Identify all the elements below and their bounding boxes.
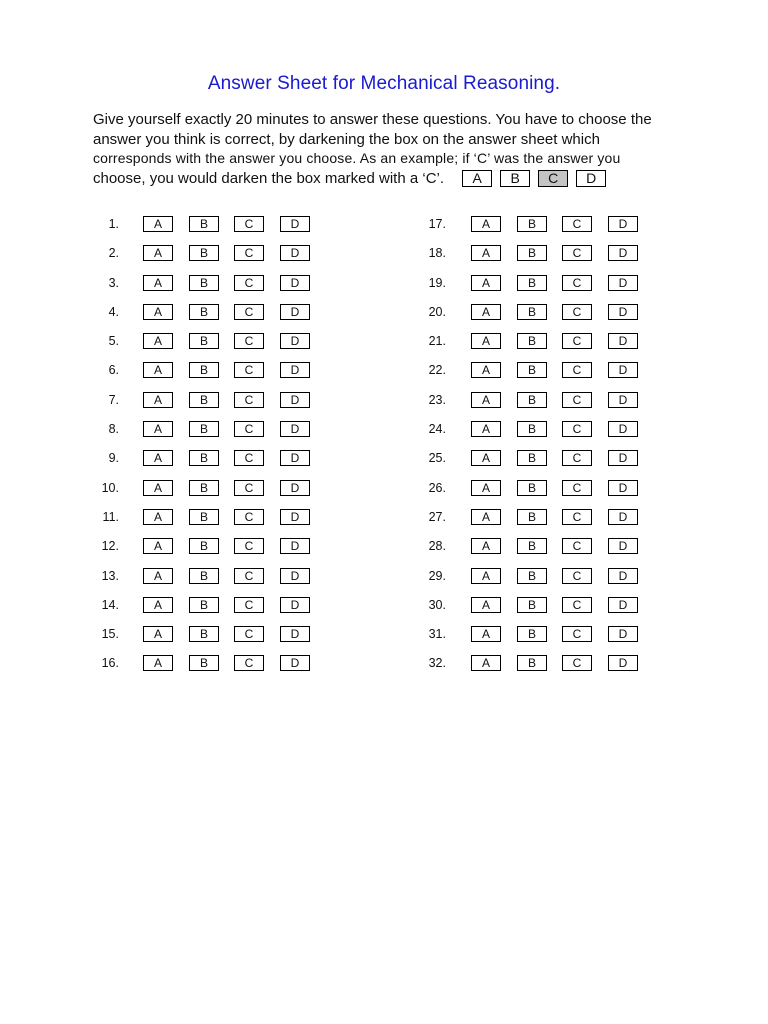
- question-number: 7.: [108, 392, 119, 407]
- question-number: 1.: [108, 217, 119, 231]
- answer-box-d[interactable]: D: [608, 275, 638, 291]
- answer-box-c[interactable]: C: [234, 421, 264, 437]
- question-number: 29.: [428, 568, 446, 583]
- answer-box-d[interactable]: D: [280, 450, 310, 466]
- answer-box-a[interactable]: A: [471, 275, 501, 291]
- answer-box-d[interactable]: D: [608, 362, 638, 378]
- answer-box-b[interactable]: B: [517, 216, 547, 232]
- answer-box-c[interactable]: C: [562, 421, 592, 437]
- answer-box-c[interactable]: C: [234, 275, 264, 291]
- question-number: 8.: [108, 422, 119, 437]
- question-number: 22.: [428, 363, 446, 378]
- answer-box-b[interactable]: B: [189, 392, 219, 408]
- answer-box-b[interactable]: B: [517, 568, 547, 584]
- answer-box-b[interactable]: B: [189, 538, 219, 554]
- answer-box-d[interactable]: D: [608, 392, 638, 408]
- answer-box-b[interactable]: B: [189, 626, 219, 642]
- answer-box-d[interactable]: D: [280, 597, 310, 613]
- answer-box-a[interactable]: A: [143, 509, 173, 525]
- answer-box-d[interactable]: D: [608, 655, 638, 671]
- answer-box-d[interactable]: D: [608, 568, 638, 584]
- question-number: 2.: [108, 246, 119, 261]
- answer-box-d[interactable]: D: [280, 538, 310, 554]
- answer-box-c[interactable]: C: [234, 450, 264, 466]
- answer-box-c[interactable]: C: [234, 626, 264, 642]
- instructions-example-row: [93, 169, 693, 189]
- answer-box-b[interactable]: B: [517, 480, 547, 496]
- answer-box-a[interactable]: A: [471, 392, 501, 408]
- answer-box-c[interactable]: C: [562, 480, 592, 496]
- answer-box-a[interactable]: A: [143, 480, 173, 496]
- answer-box-d[interactable]: D: [280, 655, 310, 671]
- answer-box-b[interactable]: B: [517, 655, 547, 671]
- answer-box-d[interactable]: D: [280, 568, 310, 584]
- answer-box-b[interactable]: B: [189, 275, 219, 291]
- answer-box-d[interactable]: D: [280, 216, 310, 232]
- question-number: 30.: [428, 597, 446, 612]
- answer-box-a[interactable]: A: [471, 245, 501, 261]
- answer-box-c[interactable]: C: [562, 626, 592, 642]
- answer-box-d[interactable]: D: [608, 304, 638, 320]
- question-number: 20.: [428, 304, 446, 319]
- example-box-a: A: [462, 170, 492, 187]
- instructions: [93, 110, 693, 188]
- answer-box-c[interactable]: C: [562, 304, 592, 320]
- answer-box-a[interactable]: A: [143, 568, 173, 584]
- answer-box-b[interactable]: B: [189, 362, 219, 378]
- question-number: 10.: [101, 480, 119, 495]
- answer-box-a[interactable]: A: [143, 392, 173, 408]
- question-number: 18.: [428, 246, 446, 261]
- answer-box-d[interactable]: D: [280, 509, 310, 525]
- answer-box-d[interactable]: D: [608, 421, 638, 437]
- answer-box-a[interactable]: A: [471, 216, 501, 232]
- question-number: 11.: [102, 509, 119, 524]
- answer-box-c[interactable]: C: [234, 538, 264, 554]
- answer-box-a[interactable]: A: [471, 538, 501, 554]
- question-number: 3.: [108, 275, 119, 290]
- answer-box-d[interactable]: D: [280, 480, 310, 496]
- question-number: 15.: [101, 627, 119, 642]
- answer-box-b[interactable]: B: [517, 538, 547, 554]
- answer-box-a[interactable]: A: [143, 245, 173, 261]
- answer-box-a[interactable]: A: [471, 333, 501, 349]
- answer-box-c[interactable]: C: [234, 392, 264, 408]
- answer-box-b[interactable]: B: [189, 655, 219, 671]
- question-number: 26.: [428, 480, 446, 495]
- answer-box-b[interactable]: B: [189, 509, 219, 525]
- answer-box-c[interactable]: C: [562, 597, 592, 613]
- answer-box-d[interactable]: D: [608, 333, 638, 349]
- answer-box-a[interactable]: A: [143, 421, 173, 437]
- answer-box-b[interactable]: B: [189, 450, 219, 466]
- answer-box-a[interactable]: A: [143, 333, 173, 349]
- example-box-c-darkened: C: [538, 170, 568, 187]
- answer-box-a[interactable]: A: [471, 304, 501, 320]
- question-number: 23.: [428, 392, 446, 407]
- answer-box-a[interactable]: A: [471, 480, 501, 496]
- answer-box-c[interactable]: C: [234, 480, 264, 496]
- answer-box-b[interactable]: B: [517, 597, 547, 613]
- answer-box-a[interactable]: A: [471, 509, 501, 525]
- answer-box-b[interactable]: B: [189, 333, 219, 349]
- answer-box-a[interactable]: A: [471, 421, 501, 437]
- answer-box-b[interactable]: B: [517, 421, 547, 437]
- answer-box-b[interactable]: B: [517, 509, 547, 525]
- answer-box-d[interactable]: D: [608, 450, 638, 466]
- question-number: 12.: [101, 539, 119, 554]
- example-box-b: B: [500, 170, 530, 187]
- question-number: 4.: [108, 304, 119, 319]
- instructions-line-2: answer you think is correct, by darkening the box on the answer sheet which: [93, 130, 600, 148]
- answer-box-b[interactable]: B: [517, 626, 547, 642]
- answer-box-c[interactable]: C: [234, 655, 264, 671]
- question-number: 32.: [428, 656, 446, 671]
- answer-box-b[interactable]: B: [517, 275, 547, 291]
- answer-box-c[interactable]: C: [234, 597, 264, 613]
- answer-box-b[interactable]: B: [517, 362, 547, 378]
- answer-box-a[interactable]: A: [471, 655, 501, 671]
- answer-box-b[interactable]: B: [189, 421, 219, 437]
- answer-box-c[interactable]: C: [234, 568, 264, 584]
- answer-box-d[interactable]: D: [280, 392, 310, 408]
- answer-box-c[interactable]: C: [234, 304, 264, 320]
- answer-box-d[interactable]: D: [608, 626, 638, 642]
- answer-box-d[interactable]: D: [280, 362, 310, 378]
- question-number: 14.: [101, 597, 119, 612]
- answer-box-d[interactable]: D: [608, 216, 638, 232]
- answer-box-a[interactable]: A: [471, 362, 501, 378]
- answer-box-d[interactable]: D: [280, 421, 310, 437]
- question-number: 9.: [108, 451, 119, 466]
- example-box-d: D: [576, 170, 606, 187]
- question-number: 28.: [428, 539, 446, 554]
- question-number: 5.: [108, 334, 119, 349]
- answer-box-a[interactable]: A: [471, 568, 501, 584]
- answer-box-a[interactable]: A: [471, 626, 501, 642]
- instructions-line-1: Give yourself exactly 20 minutes to answer these questions. You have to choose the: [93, 111, 652, 128]
- answer-box-a[interactable]: A: [143, 304, 173, 320]
- answer-box-a[interactable]: A: [143, 216, 173, 232]
- answer-box-b[interactable]: B: [189, 216, 219, 232]
- answer-box-d[interactable]: D: [608, 597, 638, 613]
- answer-box-c[interactable]: C: [234, 362, 264, 378]
- answer-box-c[interactable]: C: [562, 392, 592, 408]
- answer-box-a[interactable]: A: [143, 362, 173, 378]
- answer-box-c[interactable]: C: [562, 450, 592, 466]
- answer-box-a[interactable]: A: [471, 597, 501, 613]
- answer-box-a[interactable]: A: [143, 450, 173, 466]
- answer-box-c[interactable]: C: [562, 655, 592, 671]
- answer-box-c[interactable]: C: [562, 362, 592, 378]
- answer-box-c[interactable]: C: [562, 568, 592, 584]
- answer-box-b[interactable]: B: [189, 245, 219, 261]
- question-number: 19.: [428, 275, 446, 290]
- answer-box-c[interactable]: C: [562, 216, 592, 232]
- answer-box-a[interactable]: A: [143, 626, 173, 642]
- answer-box-b[interactable]: B: [517, 333, 547, 349]
- question-number: 17.: [428, 217, 446, 231]
- question-number: 16.: [101, 656, 119, 671]
- question-number: 13.: [101, 568, 119, 583]
- example-boxes: [462, 170, 606, 187]
- answer-box-d[interactable]: D: [280, 275, 310, 291]
- answer-box-b[interactable]: B: [189, 480, 219, 496]
- question-number: 21.: [428, 334, 446, 349]
- answer-box-c[interactable]: C: [562, 275, 592, 291]
- answer-box-b[interactable]: B: [517, 245, 547, 261]
- answer-box-b[interactable]: B: [517, 304, 547, 320]
- page-title: Answer Sheet for Mechanical Reasoning.: [207, 73, 561, 94]
- answer-box-a[interactable]: A: [471, 450, 501, 466]
- answer-box-c[interactable]: C: [234, 245, 264, 261]
- instructions-line-4: choose, you would darken the box marked with a ‘C’.: [93, 169, 445, 187]
- answer-box-c[interactable]: C: [234, 216, 264, 232]
- answer-box-c[interactable]: C: [234, 509, 264, 525]
- answer-box-a[interactable]: A: [143, 275, 173, 291]
- answer-box-a[interactable]: A: [143, 655, 173, 671]
- answer-box-a[interactable]: A: [143, 538, 173, 554]
- answer-box-a[interactable]: A: [143, 597, 173, 613]
- answer-box-c[interactable]: C: [234, 333, 264, 349]
- question-number: 31.: [428, 627, 446, 642]
- answer-box-c[interactable]: C: [562, 538, 592, 554]
- answer-box-d[interactable]: D: [280, 333, 310, 349]
- answer-box-d[interactable]: D: [608, 245, 638, 261]
- answer-box-d[interactable]: D: [280, 245, 310, 261]
- answer-box-b[interactable]: B: [517, 392, 547, 408]
- instructions-line-3: corresponds with the answer you choose. As an example; if ‘C’ was the answer you: [93, 150, 621, 166]
- question-number: 6.: [108, 363, 119, 378]
- answer-box-c[interactable]: C: [562, 333, 592, 349]
- answer-box-c[interactable]: C: [562, 509, 592, 525]
- answer-box-b[interactable]: B: [189, 304, 219, 320]
- answer-box-d[interactable]: D: [280, 626, 310, 642]
- answer-box-c[interactable]: C: [562, 245, 592, 261]
- answer-box-d[interactable]: D: [280, 304, 310, 320]
- answer-box-d[interactable]: D: [608, 538, 638, 554]
- question-number: 25.: [428, 451, 446, 466]
- answer-box-b[interactable]: B: [189, 597, 219, 613]
- answer-box-d[interactable]: D: [608, 509, 638, 525]
- question-number: 27.: [428, 509, 446, 524]
- answer-box-b[interactable]: B: [517, 450, 547, 466]
- question-number: 24.: [428, 422, 446, 437]
- answer-box-b[interactable]: B: [189, 568, 219, 584]
- answer-box-d[interactable]: D: [608, 480, 638, 496]
